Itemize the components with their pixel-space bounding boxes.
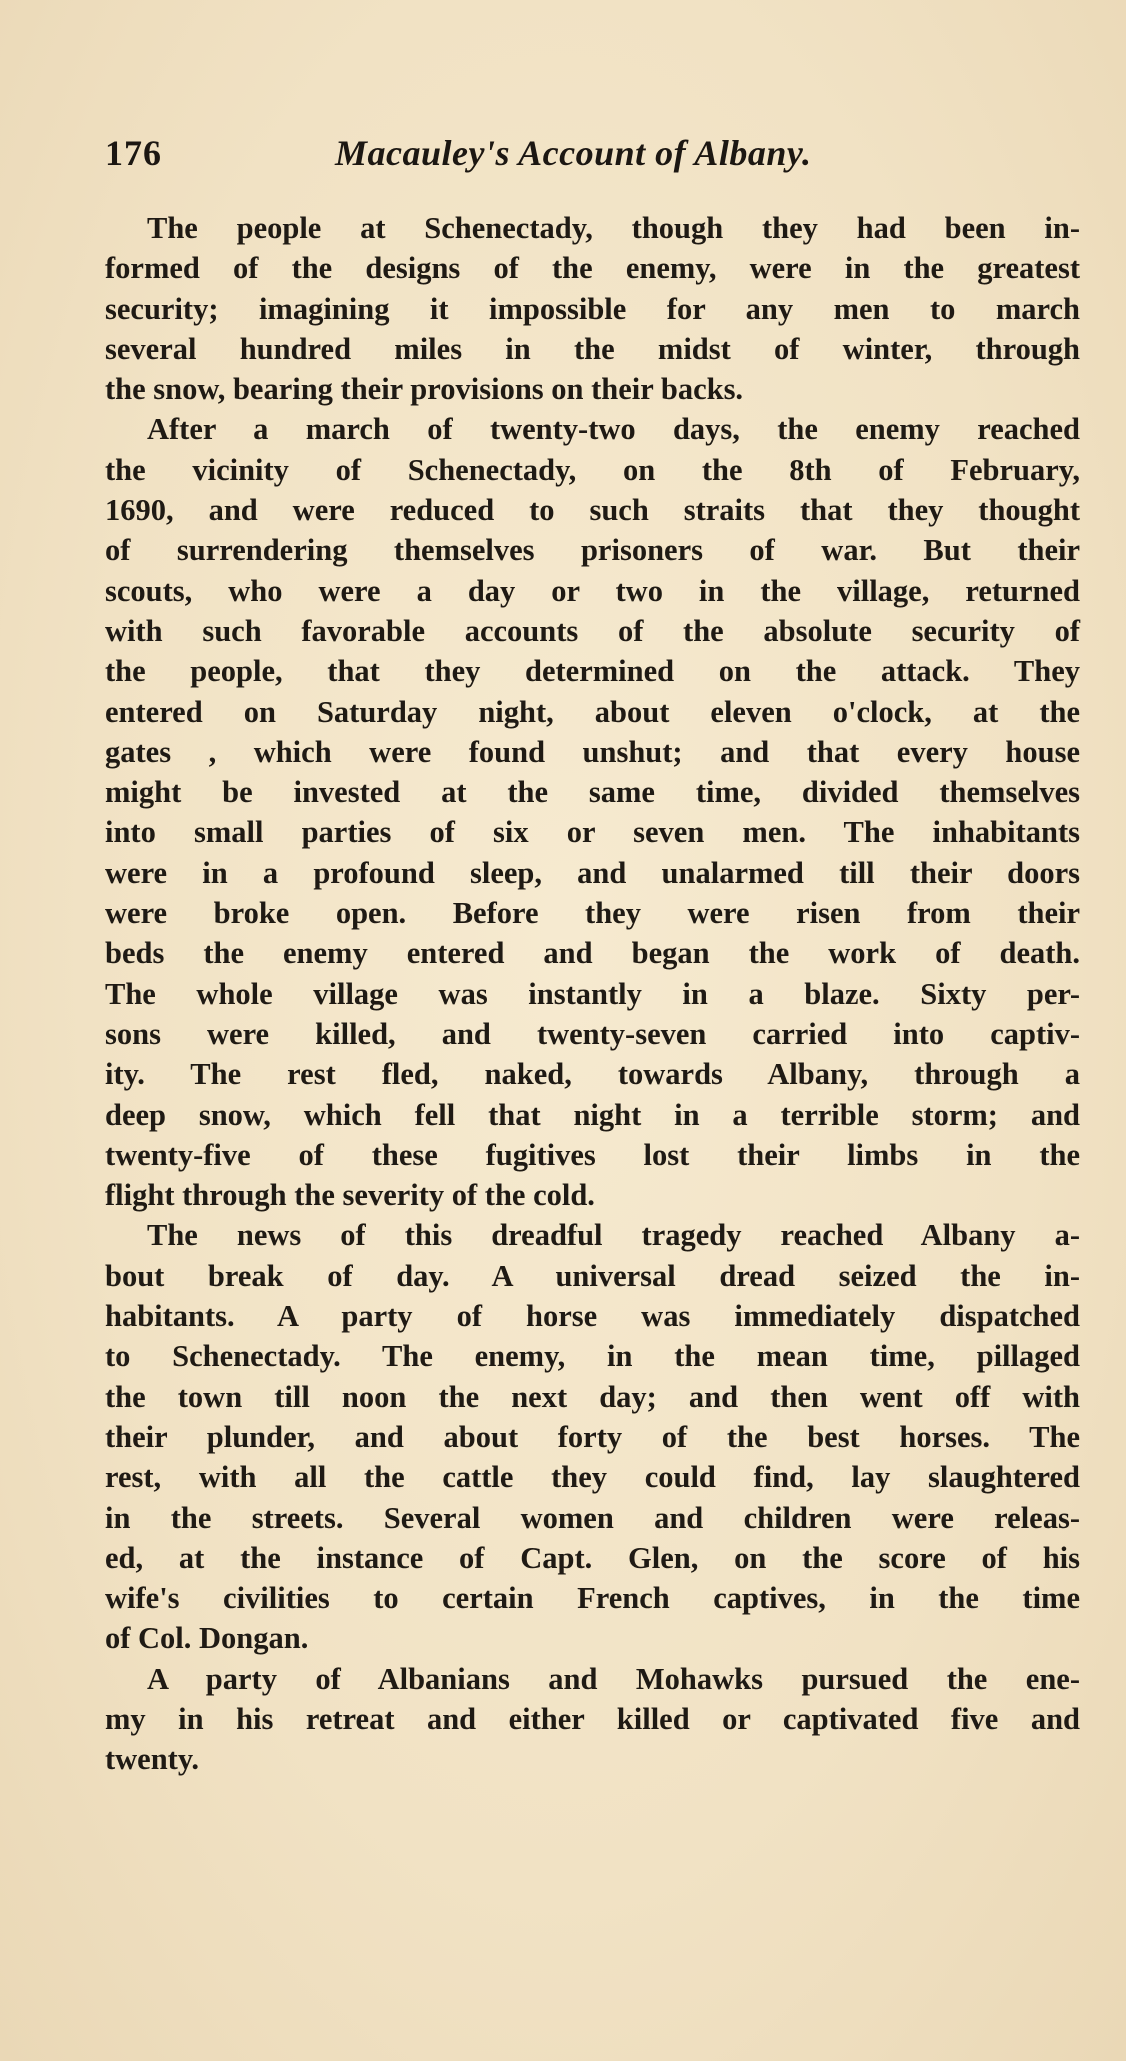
text-line: their plunder, and about forty of the best horses. The <box>105 1419 1080 1454</box>
text-line: in the streets. Several women and children were releas- <box>105 1500 1080 1535</box>
text-line: formed of the designs of the enemy, were in the greatest <box>105 251 1080 286</box>
text-line: habitants. A party of horse was immediately dispatched <box>105 1299 1080 1334</box>
text-line: 1690, and were reduced to such straits that they thought <box>105 493 1080 528</box>
text-line: the town till noon the next day; and then went off with <box>105 1379 1080 1414</box>
text-line: my in his retreat and either killed or captivated five and <box>105 1701 1080 1736</box>
text-line: security; imagining it impossible for any men to march <box>105 291 1080 326</box>
body-text <box>105 208 1080 1780</box>
text-line: into small parties of six or seven men. The inhabitants <box>105 815 1080 850</box>
running-title: Macauley's Account of Albany. <box>335 133 812 173</box>
text-line: After a march of twenty-two days, the enemy reached <box>147 412 1080 447</box>
paragraph-2 <box>105 409 1080 1215</box>
text-line: with such favorable accounts of the absolute security of <box>105 613 1080 648</box>
text-line: The news of this dreadful tragedy reached Albany a- <box>147 1218 1080 1253</box>
paragraph-3 <box>105 1215 1080 1658</box>
text-line: of Col. Dongan. <box>105 1621 309 1656</box>
text-line: deep snow, which fell that night in a terrible storm; and <box>105 1097 1080 1132</box>
text-line: sons were killed, and twenty-seven carried into captiv- <box>105 1016 1080 1051</box>
text-line: ity. The rest fled, naked, towards Albany, through a <box>105 1057 1080 1092</box>
text-line: The whole village was instantly in a blaze. Sixty per- <box>105 976 1080 1011</box>
text-line: the snow, bearing their provisions on their backs. <box>105 372 744 407</box>
text-line: might be invested at the same time, divided themselves <box>105 775 1080 810</box>
text-line: entered on Saturday night, about eleven o'clock, at the <box>105 694 1080 729</box>
text-line: to Schenectady. The enemy, in the mean time, pillaged <box>105 1339 1080 1374</box>
text-line: gates , which were found unshut; and that every house <box>105 734 1080 769</box>
text-line: beds the enemy entered and began the work of death. <box>105 936 1080 971</box>
text-line: were in a profound sleep, and unalarmed till their doors <box>105 855 1080 890</box>
page-number: 176 <box>105 133 162 173</box>
text-line: rest, with all the cattle they could find, lay slaughtered <box>105 1460 1080 1495</box>
text-line: were broke open. Before they were risen from their <box>105 896 1080 931</box>
text-line: the people, that they determined on the attack. They <box>105 654 1080 689</box>
text-line: The people at Schenectady, though they had been in- <box>147 211 1080 245</box>
text-line: twenty-five of these fugitives lost their limbs in the <box>105 1137 1080 1172</box>
paragraph-4 <box>105 1659 1080 1780</box>
text-line: several hundred miles in the midst of winter, through <box>105 331 1080 366</box>
text-line: wife's civilities to certain French captives, in the time <box>105 1581 1080 1616</box>
page-header <box>105 132 1015 182</box>
text-line: A party of Albanians and Mohawks pursued the ene- <box>147 1661 1080 1696</box>
text-line: of surrendering themselves prisoners of war. But their <box>105 533 1080 568</box>
text-line: flight through the severity of the cold. <box>105 1178 595 1213</box>
text-line: ed, at the instance of Capt. Glen, on the score of his <box>105 1540 1080 1575</box>
paragraph-1 <box>105 208 1080 409</box>
text-line: twenty. <box>105 1742 200 1777</box>
text-line: scouts, who were a day or two in the village, returned <box>105 573 1080 608</box>
text-line: bout break of day. A universal dread seized the in- <box>105 1258 1080 1293</box>
text-line: the vicinity of Schenectady, on the 8th of February, <box>105 452 1080 487</box>
